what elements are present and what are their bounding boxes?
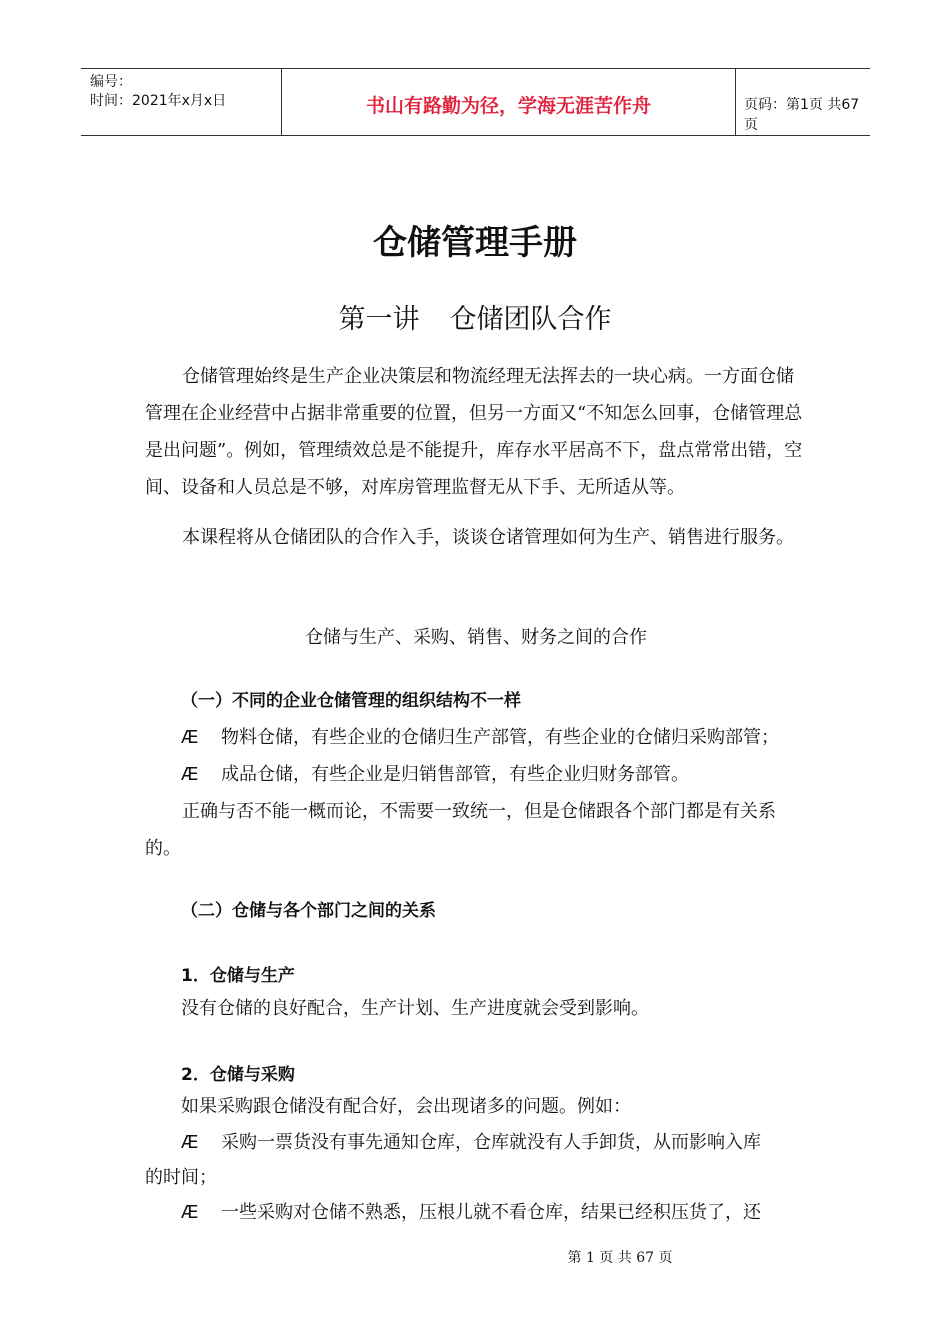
header-left-cell <box>81 69 281 135</box>
motto: 书山有路勤为径，学海无涯苦作舟 <box>365 95 651 117</box>
bullet-text: 成品仓储，有些企业是归销售部管，有些企业归财务部管。 <box>221 764 689 785</box>
paragraph-4: 没有仓储的良好配合，生产计划、生产进度就会受到影响。 <box>181 998 649 1019</box>
intro-paragraph-1: 仓储管理始终是生产企业决策层和物流经理无法挥去的一块心病。一方面仓储管理在企业经营中占据非常重要的位置，但另一方面又“不知怎么回事，仓储管理总是出问题”。例如，管理绩效总是不能提升，库存水平居高不下，盘点常常出错，空间、设备和人员总是不够，对库房管理监督无从下手、无所适从等。 <box>145 366 803 498</box>
date-label: 时间：2021年x月x日 <box>90 93 227 109</box>
bullet-icon: Æ <box>181 764 199 785</box>
bullet-icon: Æ <box>181 1202 199 1223</box>
lecture-name: 仓储团队合作 <box>449 304 612 335</box>
section-title: 仓储与生产、采购、销售、财务之间的合作 <box>305 627 647 648</box>
paragraph-3: 正确与否不能一概而论，不需要一致统一，但是仓储跟各个部门都是有关系的。 <box>145 801 776 859</box>
intro-paragraph-2: 本课程将从仓储团队的合作入手，谈谈仓诸管理如何为生产、销售进行服务。 <box>182 527 794 548</box>
page-footer: 第 1 页 共 67 页 <box>567 1250 673 1266</box>
lecture-title <box>0 297 950 336</box>
header-table <box>81 68 870 136</box>
bullet-item-3-continued: 的时间； <box>145 1167 217 1188</box>
bullet-item-3 <box>181 1124 821 1161</box>
heading-3: 1．仓储与生产 <box>181 966 295 986</box>
document-title: 仓储管理手册 <box>373 223 577 263</box>
bullet-icon: Æ <box>181 727 199 748</box>
header-motto-cell <box>281 69 736 135</box>
bullet-icon: Æ <box>181 1132 199 1153</box>
bullet-text: 物料仓储，有些企业的仓储归生产部管，有些企业的仓储归采购部管； <box>221 727 779 748</box>
header-page-cell <box>735 69 870 135</box>
number-label: 编号： <box>90 74 132 90</box>
heading-1: （一）不同的企业仓储管理的组织结构不一样 <box>181 691 521 711</box>
bullet-item-2 <box>181 756 821 793</box>
paragraph-5: 如果采购跟仓储没有配合好，会出现诸多的问题。例如： <box>181 1096 631 1117</box>
bullet-item-1 <box>181 719 821 756</box>
bullet-text: 一些采购对仓储不熟悉，压根儿就不看仓库，结果已经积压货了，还 <box>221 1202 761 1223</box>
heading-2: （二）仓储与各个部门之间的关系 <box>181 901 436 921</box>
heading-4: 2．仓储与采购 <box>181 1065 295 1085</box>
bullet-text: 采购一票货没有事先通知仓库，仓库就没有人手卸货，从而影响入库 <box>221 1132 761 1153</box>
bullet-item-4 <box>181 1194 821 1231</box>
header-page-info: 页码：第1页 共67页 <box>744 97 860 133</box>
lecture-number: 第一讲 <box>338 304 420 335</box>
